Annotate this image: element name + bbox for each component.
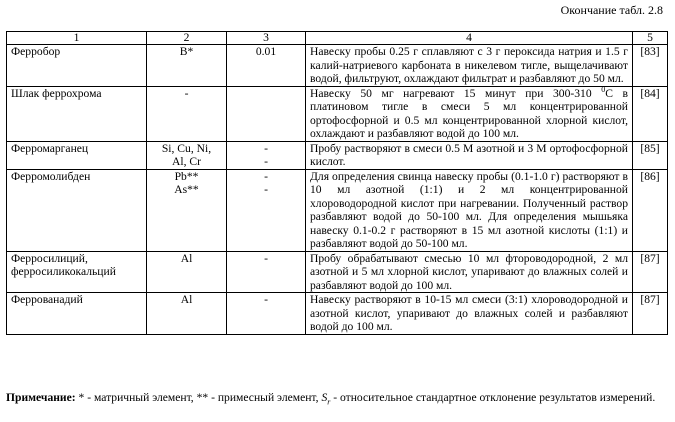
table-note	[6, 391, 667, 405]
value-line: -	[264, 169, 268, 183]
reference-cell: [86]	[633, 169, 668, 251]
note-symbol-subscript: r	[327, 397, 331, 407]
material-cell: Ферробор	[7, 45, 147, 87]
table-row	[7, 141, 668, 169]
column-number: 1	[7, 32, 147, 45]
table-row	[7, 45, 668, 87]
data-table	[6, 31, 668, 335]
table-row	[7, 251, 668, 293]
procedure-cell: Для определения свинца навеску пробы (0.1-1.0 г) растворяют в 10 мл азотной (1:1) и 2 мл концентрированной хлороводородной кислот при нагревании. Полученный раствор разбавляют водой до 50-100 мл. Для определения мышьяка навеску 0.1-0.2 г растворяют в 15 мл азотной кислоты (1:1) и разбавляют водой до 50-100 мл.	[306, 169, 633, 251]
procedure-text: С в платиновом тигле в смеси 5 мл концентрированной ортофосфорной и 0.5 мл концентрированной хлорной кислот, охлаждают и разбавляют водой до 100 мл.	[310, 86, 628, 140]
table-row	[7, 86, 668, 141]
note-text: * - матричный элемент, ** - примесный элемент,	[75, 391, 322, 404]
column-number: 4	[306, 32, 633, 45]
table-caption: Окончание табл. 2.8	[560, 3, 663, 17]
procedure-cell: Навеску растворяют в 10-15 мл смеси (3:1) хлороводородной и азотной кислот, упаривают до влажных солей и разбавляют водой до 100 мл.	[306, 293, 633, 335]
element-line: Si, Cu, Ni,	[161, 141, 212, 155]
material-cell: Феррованадий	[7, 293, 147, 335]
element-cell: Al	[147, 293, 227, 335]
column-number: 5	[633, 32, 668, 45]
column-number: 3	[227, 32, 306, 45]
reference-cell: [83]	[633, 45, 668, 87]
value-cell: 0.01	[227, 45, 306, 87]
element-line: Al, Cr	[172, 155, 201, 168]
element-cell: Al	[147, 251, 227, 293]
table-row	[7, 169, 668, 251]
element-cell: -	[147, 86, 227, 141]
material-cell: Ферромарганец	[7, 141, 147, 169]
procedure-cell: Навеску пробы 0.25 г сплавляют с 3 г пероксида натрия и 1.5 г калий-натриевого карбоната в никелевом тигле, выщелачивают водой, фильтруют, охлаждают фильтрат и разбавляют до 50 мл.	[306, 45, 633, 87]
value-line: -	[264, 155, 268, 168]
column-number-row	[7, 32, 668, 45]
value-line: -	[264, 183, 268, 196]
degree-superscript: 0	[601, 84, 606, 94]
column-number: 2	[147, 32, 227, 45]
reference-cell: [85]	[633, 141, 668, 169]
element-line: Pb**	[174, 169, 199, 183]
value-cell	[227, 86, 306, 141]
material-cell: Шлак феррохрома	[7, 86, 147, 141]
value-cell: -	[227, 251, 306, 293]
value-cell	[227, 141, 306, 169]
note-text: - относительное стандартное отклонение результатов измерений.	[330, 391, 656, 404]
procedure-cell: Пробу растворяют в смеси 0.5 М азотной и 3 М ортофосфорной кислот.	[306, 141, 633, 169]
procedure-text: Навеску 50 мг нагревают 15 минут при 300-310	[310, 86, 602, 100]
value-cell	[227, 169, 306, 251]
material-cell: Ферросилиций, ферросиликокальций	[7, 251, 147, 293]
procedure-cell: Пробу обрабатывают смесью 10 мл фтороводородной, 2 мл азотной и 5 мл хлорной кислот, упаривают до влажных солей и разбавляют водой до 100 мл.	[306, 251, 633, 293]
element-cell	[147, 169, 227, 251]
reference-cell: [87]	[633, 251, 668, 293]
reference-cell: [87]	[633, 293, 668, 335]
note-symbol: S	[321, 391, 328, 404]
element-cell	[147, 141, 227, 169]
procedure-cell	[306, 86, 633, 141]
note-label: Примечание:	[6, 391, 76, 404]
value-cell: -	[227, 293, 306, 335]
value-line: -	[264, 141, 268, 155]
reference-cell: [84]	[633, 86, 668, 141]
element-line: As**	[174, 183, 199, 196]
material-cell: Ферромолибден	[7, 169, 147, 251]
table-row	[7, 293, 668, 335]
element-cell: B*	[147, 45, 227, 87]
